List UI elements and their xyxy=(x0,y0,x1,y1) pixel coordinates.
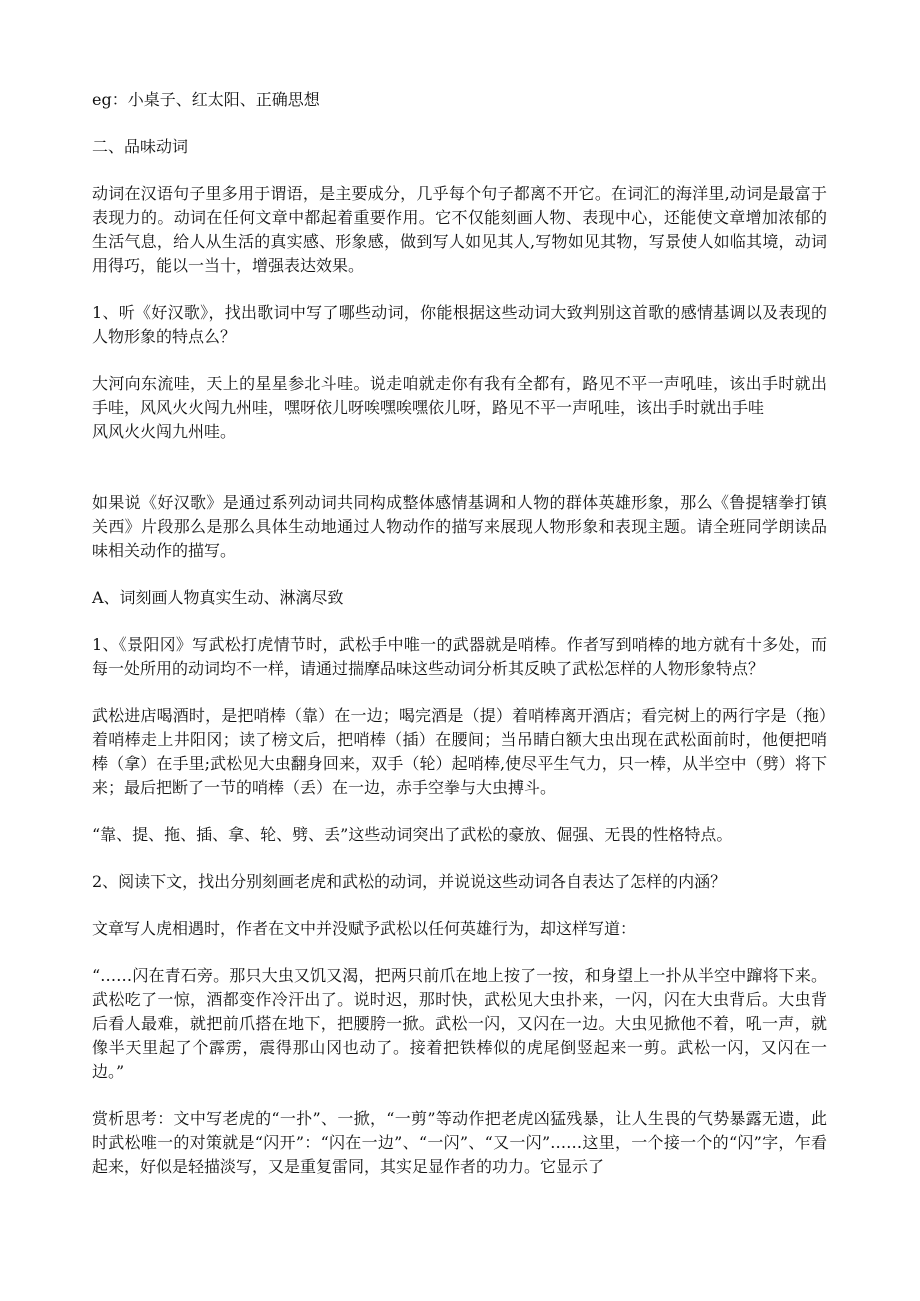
lyrics-end: 风风火火闯九州哇。 xyxy=(92,422,237,441)
quoted-passage: “……闪在青石旁。那只大虫又饥又渴，把两只前爪在地上按了一按，和身望上一扑从半空中蹿将下来。武松吃了一惊，酒都变作冷汗出了。说时迟，那时快，武松见大虫扑来，一闪，闪在大虫背后。大虫背后看人最难，就把前爪搭在地下，把腰胯一掀。武松一闪，又闪在一边。大虫见掀他不着，吼一声，就像半天里起了个霹雳，震得那山冈也动了。接着把铁棒似的虎尾倒竖起来一剪。武松一闪，又闪在一边。” xyxy=(92,966,827,1081)
context-line: 文章写人虎相遇时，作者在文中并没赋予武松以任何英雄行为，却这样写道： xyxy=(92,919,637,938)
question-jingyanggang: 1、《景阳冈》写武松打虎情节时，武松手中唯一的武器就是哨棒。作者写到哨棒的地方就有十多处，而每一处所用的动词均不一样，请通过揣摩品味这些动词分析其反映了武松怎样的人物形象特点？ xyxy=(92,635,827,678)
subheading-a: A、词刻画人物真实生动、淋漓尽致 xyxy=(92,588,344,607)
answer-shaobang-verbs: 武松进店喝酒时，是把哨棒（靠）在一边；喝完酒是（提）着哨棒离开酒店；看完树上的两行字是（拖）着哨棒走上井阳冈；读了榜文后，把哨棒（插）在腰间；当吊睛白额大虫出现在武松面前时，他便把哨棒（拿）在手里;武松见大虫翻身回来，双手（轮）起哨棒,使尽平生气力，只一棒，从半空中（劈）将下来；最后把断了一节的哨棒（丢）在一边，赤手空拳与大虫搏斗。 xyxy=(92,706,827,797)
question-tiger-verbs: 2、阅读下文，找出分别刻画老虎和武松的动词，并说说这些动词各自表达了怎样的内涵？ xyxy=(92,872,727,891)
transition-paragraph: 如果说《好汉歌》是通过系列动词共同构成整体感情基调和人物的群体英雄形象，那么《鲁提辖拳打镇关西》片段那么是那么具体生动地通过人物动作的描写来展现人物形象和表现主题。请全班同学朗读品味相关动作的描写。 xyxy=(92,493,827,560)
analysis-paragraph: 赏析思考：文中写老虎的“一扑”、一掀，“一剪”等动作把老虎凶猛残暴，让人生畏的气势暴露无遗，此时武松唯一的对策就是“闪开”：“闪在一边”、“一闪”、“又一闪”……这里，一个接一个的“闪”字，乍看起来，好似是轻描淡写，又是重复雷同，其实足显作者的功力。它显示了 xyxy=(92,1109,827,1176)
lyrics-block xyxy=(92,372,827,444)
document-page xyxy=(92,88,827,1179)
verbs-summary: “靠、提、拖、插、拿、轮、劈、丢”这些动词突出了武松的豪放、倔强、无畏的性格特点。 xyxy=(92,825,733,844)
section-heading-verbs: 二、品味动词 xyxy=(92,137,189,156)
example-line: eg：小桌子、红太阳、正确思想 xyxy=(92,90,320,109)
question-haohange: 1、听《好汉歌》，找出歌词中写了哪些动词，你能根据这些动词大致判别这首歌的感情基调以及表现的人物形象的特点么？ xyxy=(92,303,827,346)
lyrics-main: 大河向东流哇，天上的星星参北斗哇。说走咱就走你有我有全都有，路见不平一声吼哇，该出手时就出手哇，风风火火闯九州哇，嘿呀依儿呀唉嘿唉嘿依儿呀，路见不平一声吼哇，该出手时就出手哇 xyxy=(92,374,827,417)
verb-intro-paragraph: 动词在汉语句子里多用于谓语，是主要成分，几乎每个句子都离不开它。在词汇的海洋里,动词是最富于表现力的。动词在任何文章中都起着重要作用。它不仅能刻画人物、表现中心，还能使文章增加浓郁的生活气息，给人从生活的真实感、形象感，做到写人如见其人,写物如见其物，写景使人如临其境，动词用得巧，能以一当十，增强表达效果。 xyxy=(92,184,827,275)
